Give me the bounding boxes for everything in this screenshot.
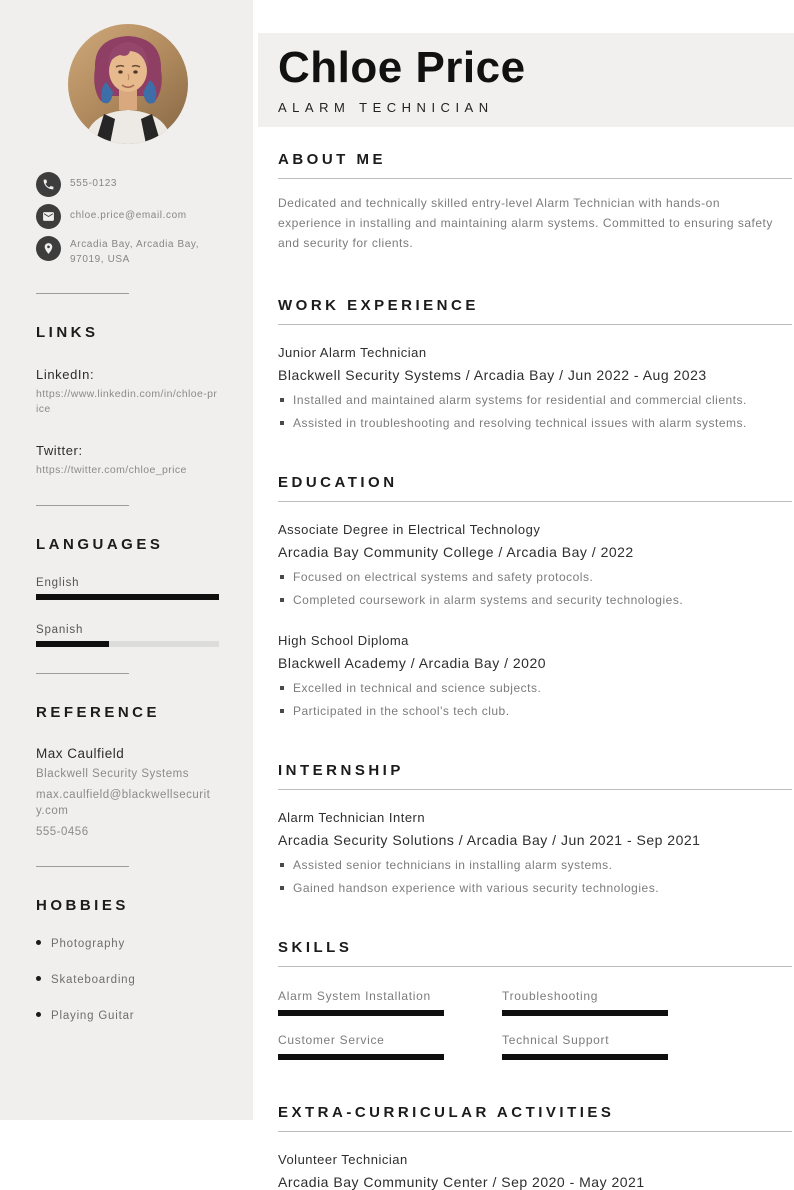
education-entry [278, 522, 792, 607]
bullet-square [280, 886, 284, 890]
section-internship [278, 762, 792, 895]
section-extracurricular [278, 1104, 792, 1190]
phone-icon [36, 172, 61, 197]
entry-meta: Arcadia Bay Community Center / Sep 2020 - May 2021 [278, 1174, 645, 1190]
twitter-label: Twitter: [36, 443, 83, 459]
skill-level-fill [278, 1054, 444, 1060]
linkedin-label: LinkedIn: [36, 367, 95, 382]
language-item-english [36, 577, 219, 600]
contact-location [36, 236, 219, 267]
education-heading: EDUCATION [278, 474, 792, 502]
bullet-dot [36, 1012, 41, 1017]
work-entry [278, 345, 792, 430]
skill-name: Technical Support [502, 1033, 610, 1048]
reference-heading: REFERENCE [36, 703, 161, 721]
language-level-track [36, 641, 219, 647]
entry-role: Junior Alarm Technician [278, 345, 427, 361]
hobby-item [36, 1010, 219, 1022]
contact-location-text: Arcadia Bay, Arcadia Bay, 97019, USA [70, 239, 200, 265]
reference-name: Max Caulfield [36, 745, 125, 761]
entry-bullets [278, 681, 792, 718]
entry-bullets [278, 393, 792, 430]
entry-meta: Arcadia Security Solutions / Arcadia Bay / Jun 2021 - Sep 2021 [278, 832, 701, 849]
skill-level-track [502, 1054, 668, 1060]
reference-company: Blackwell Security Systems [36, 767, 189, 780]
internship-heading: INTERNSHIP [278, 762, 792, 790]
skills-grid [278, 989, 792, 1060]
language-level-track [36, 594, 219, 600]
entry-meta: Blackwell Academy / Arcadia Bay / 2020 [278, 655, 547, 672]
skill-level-fill [502, 1010, 668, 1016]
hobby-label: Photography [51, 938, 126, 951]
internship-entry [278, 810, 792, 895]
bullet-item [278, 704, 792, 718]
bullet-square [280, 709, 284, 713]
email-icon [36, 204, 61, 229]
contact-email [36, 204, 219, 229]
bullet-dot [36, 940, 41, 945]
sidebar [0, 0, 253, 1120]
bullet-item [278, 681, 792, 695]
language-name: English [36, 576, 80, 589]
contact-list [36, 172, 219, 267]
language-level-fill [36, 594, 219, 600]
hobbies-heading: HOBBIES [36, 897, 129, 915]
contact-phone-text: 555-0123 [70, 178, 118, 189]
hobby-label: Skateboarding [51, 974, 136, 987]
bullet-square [280, 398, 284, 402]
sidebar-divider [36, 866, 129, 867]
link-item-linkedin [36, 367, 219, 417]
links-heading: LINKS [36, 324, 99, 341]
entry-bullets [278, 858, 792, 895]
skill-item [278, 989, 444, 1016]
bullet-text: Assisted senior technicians in installing alarm systems. [293, 858, 613, 873]
skill-item [278, 1033, 444, 1060]
bullet-square [280, 686, 284, 690]
bullet-item [278, 881, 792, 895]
contact-email-text: chloe.price@email.com [70, 210, 187, 221]
section-work-experience [278, 297, 792, 430]
skill-level-track [502, 1010, 668, 1016]
skill-item [502, 1033, 668, 1060]
main-column [253, 0, 794, 1190]
skill-level-fill [278, 1010, 444, 1016]
entry-role: Volunteer Technician [278, 1152, 408, 1168]
avatar [68, 24, 188, 144]
skill-name: Customer Service [278, 1033, 385, 1048]
reference-email: max.caulfield@blackwellsecurity.com [36, 788, 211, 817]
bullet-item [278, 570, 792, 584]
skills-heading: SKILLS [278, 939, 792, 967]
about-text: Dedicated and technically skilled entry-level Alarm Technician with hands-on experience in installing and maintaining alarm systems. Committed to ensuring safety and security for clients. [278, 196, 773, 250]
skill-item [502, 989, 668, 1016]
person-name: Chloe Price [278, 42, 526, 92]
languages-heading: LANGUAGES [36, 535, 164, 553]
resume-content [253, 151, 794, 1190]
sidebar-divider [36, 673, 129, 674]
bullet-square [280, 598, 284, 602]
skill-level-fill [502, 1054, 668, 1060]
bullet-text: Gained handson experience with various security technologies. [293, 881, 660, 896]
skill-name: Alarm System Installation [278, 989, 431, 1004]
person-job-title: ALARM TECHNICIAN [278, 100, 494, 116]
education-entry [278, 633, 792, 718]
location-icon [36, 236, 61, 261]
bullet-item [278, 393, 792, 407]
section-education [278, 474, 792, 718]
link-item-twitter [36, 443, 219, 478]
entry-meta: Arcadia Bay Community College / Arcadia Bay / 2022 [278, 544, 634, 561]
entry-role: Alarm Technician Intern [278, 810, 426, 826]
reference-phone: 555-0456 [36, 825, 89, 838]
bullet-square [280, 421, 284, 425]
entry-bullets [278, 570, 792, 607]
about-heading: ABOUT ME [278, 151, 792, 179]
bullet-text: Installed and maintained alarm systems for residential and commercial clients. [293, 393, 747, 408]
bullet-text: Excelled in technical and science subjects. [293, 681, 542, 696]
bullet-text: Completed coursework in alarm systems and security technologies. [293, 593, 684, 608]
linkedin-url[interactable]: https://www.linkedin.com/in/chloe-price [36, 388, 218, 416]
skill-level-track [278, 1010, 444, 1016]
bullet-item [278, 416, 792, 430]
skill-name: Troubleshooting [502, 989, 599, 1004]
hobby-item [36, 938, 219, 950]
bullet-square [280, 863, 284, 867]
sidebar-divider [36, 505, 129, 506]
bullet-square [280, 575, 284, 579]
sidebar-divider [36, 293, 129, 294]
bullet-text: Assisted in troubleshooting and resolving technical issues with alarm systems. [293, 416, 747, 431]
twitter-url[interactable]: https://twitter.com/chloe_price [36, 464, 187, 477]
section-skills [278, 939, 792, 1060]
language-name: Spanish [36, 623, 84, 636]
language-level-fill [36, 641, 109, 647]
bullet-item [278, 593, 792, 607]
bullet-text: Focused on electrical systems and safety protocols. [293, 570, 594, 585]
extracurricular-entry [278, 1152, 792, 1190]
bullet-text: Participated in the school's tech club. [293, 704, 510, 719]
work-heading: WORK EXPERIENCE [278, 297, 792, 325]
skill-level-track [278, 1054, 444, 1060]
extracurricular-heading: EXTRA-CURRICULAR ACTIVITIES [278, 1104, 792, 1132]
bullet-item [278, 858, 792, 872]
entry-meta: Blackwell Security Systems / Arcadia Bay / Jun 2022 - Aug 2023 [278, 367, 707, 384]
bullet-dot [36, 976, 41, 981]
entry-role: Associate Degree in Electrical Technology [278, 522, 541, 538]
entry-role: High School Diploma [278, 633, 409, 649]
language-item-spanish [36, 624, 219, 647]
hobby-label: Playing Guitar [51, 1010, 135, 1023]
hobby-item [36, 974, 219, 986]
section-about-me [278, 151, 792, 253]
avatar-illustration [68, 24, 188, 144]
header-band [258, 33, 794, 127]
contact-phone [36, 172, 219, 197]
